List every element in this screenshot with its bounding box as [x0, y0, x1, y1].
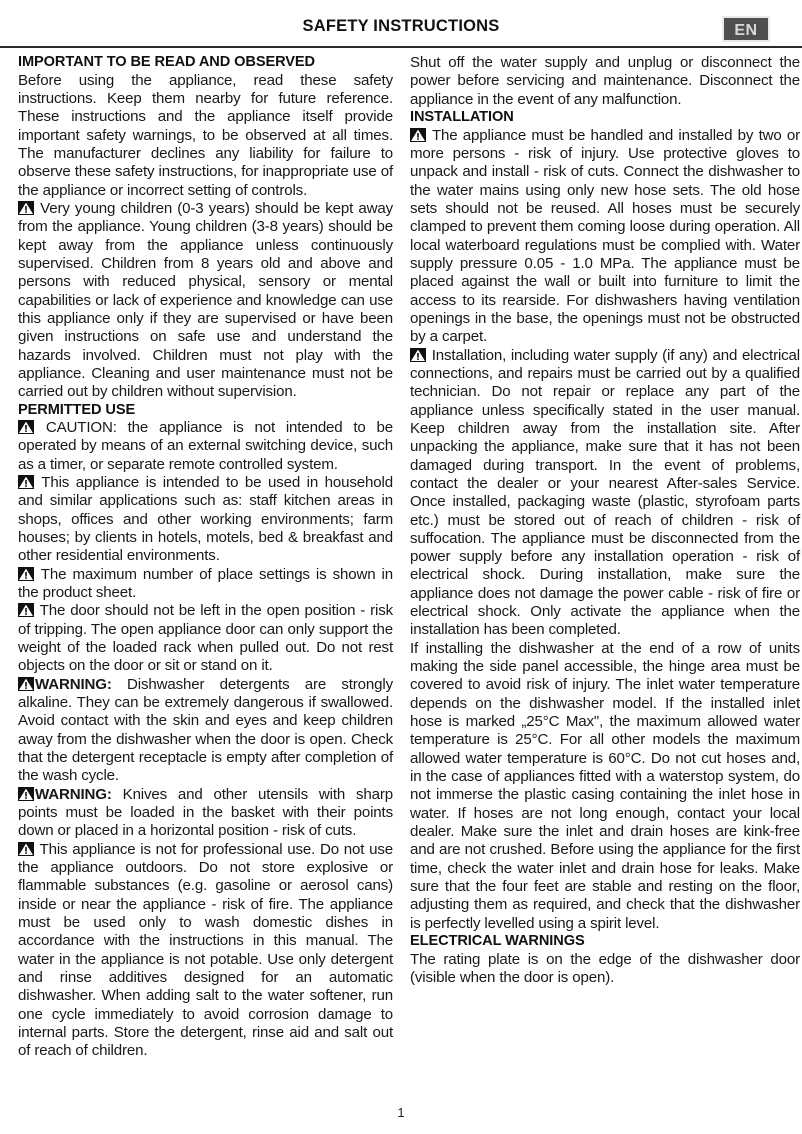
paragraph-text: Very young children (0-3 years) should be kept away from the appliance. Young children (3-8 years) should be kept away from the appliance unless continuously supervised. Children from 8 years old and above and persons with reduced physical, sensory or mental capabilities or lack of experience and knowledge can use this appliance only if they are supervised or have been given instructions on safe use and understand the hazards involved. Children must not play with the appliance. Cleaning and user maintenance must not be carried out by children without supervision.	[18, 199, 393, 401]
warning-triangle-icon	[18, 420, 34, 434]
body-paragraph	[18, 841, 393, 1061]
section-heading: ELECTRICAL WARNINGS	[410, 933, 585, 950]
paragraph-text: Installation, including water supply (if any) and electrical connections, and repairs must be carried out by a qualified technician. Do not repair or replace any part of the appliance unless specifically stated in the user manual. Keep children away from the installation site. After unpacking the appliance, make sure that it has not been damaged during transport. In the event of problems, contact the dealer or your nearest After-sales Service. Once installed, packaging waste (plastic, styrofoam parts etc.) must be stored out of reach of children - risk of suffocation. The appliance must be disconnected from the power supply before any installation operation - risk of electrical shock. During installation, make sure the appliance does not damage the power cable - risk of fire or electrical shock. Only activate the appliance when the installation has been completed.	[410, 346, 800, 639]
section-heading: IMPORTANT TO BE READ AND OBSERVED	[18, 54, 315, 70]
warning-triangle-icon	[410, 348, 426, 362]
paragraph-text: If installing the dishwasher at the end of a row of units making the side panel accessible, the hinge area must be covered to avoid risk of injury. The inlet water temperature depends on the dishwasher model. If the installed inlet hose is marked „25°C Max", the maximum allowed water temperature is 25°C. For all other models the maximum allowed water temperature is 60°C. Do not cut hoses and, in the case of appliances fitted with a waterstop system, do not immerse the plastic casing containing the inlet hose in water. If hoses are not long enough, contact your local dealer. Make sure the inlet and drain hoses are kink-free and are not crushed. Before using the appliance for the first time, check the water inlet and drain hose for leaks. Make sure that the four feet are stable and resting on the floor, adjusting them as required, and check that the dishwasher is perfectly levelled using a spirit level.	[410, 639, 800, 932]
page-title: SAFETY INSTRUCTIONS	[302, 17, 500, 35]
body-paragraph	[410, 347, 800, 640]
body-paragraph	[18, 200, 393, 402]
body-paragraph	[18, 602, 393, 675]
paragraph-text: This appliance is not for professional use. Do not use the appliance outdoors. Do not store explosive or flammable substances (e.g. gasoline or aerosol cans) inside or near the appliance - risk of fire. The appliance must be used only to wash domestic dishes in accordance with the instructions in this manual. The water in the appliance is not potable. Use only detergent and rinse additives designed for an automatic dishwasher. When adding salt to the water softener, run one cycle immediately to avoid corrosion damage to internal parts. Store the detergent, rinse aid and salt out of reach of children.	[18, 840, 393, 1060]
paragraph-text: The door should not be left in the open position - risk of tripping. The open appliance door can only support the weight of the loaded rack when pulled out. Do not rest objects on the door or sit or stand on it.	[18, 602, 393, 675]
body-paragraph	[410, 54, 800, 109]
warning-triangle-icon	[18, 842, 34, 856]
paragraph-text: The rating plate is on the edge of the dishwasher door (visible when the door is open).	[410, 950, 800, 986]
section-heading: PERMITTED USE	[18, 401, 136, 418]
warning-label: WARNING:	[35, 675, 112, 693]
paragraph-text: The maximum number of place settings is shown in the product sheet.	[18, 565, 393, 602]
body-paragraph	[410, 640, 800, 933]
body-paragraph	[410, 951, 800, 988]
warning-triangle-icon	[18, 603, 34, 617]
body-paragraph	[18, 676, 393, 786]
paragraph-text: Dishwasher detergents are strongly alkaline. They can be extremely dangerous if swallowed. Avoid contact with the skin and eyes and keep children away from the dishwasher when the door is open. Check that the detergent receptacle is empty after completion of the wash cycle.	[18, 675, 393, 785]
paragraph-text: CAUTION: the appliance is not intended to be operated by means of an external switching device, such as a timer, or separate remote controlled system.	[18, 419, 393, 473]
warning-triangle-icon	[18, 787, 34, 801]
body-paragraph	[18, 566, 393, 603]
body-paragraph	[18, 419, 393, 474]
paragraph-text: The appliance must be handled and installed by two or more persons - risk of injury. Use protective gloves to unpack and install - risk of cuts. Connect the dishwasher to the water mains using only new hose sets. The old hose sets should not be reused. All hoses must be securely clamped to prevent them coming loose during operation. All local waterboard regulations must be complied with. Water supply pressure 0.05 - 1.0 MPa. The appliance must be placed against the wall or built into furniture to limit the access to its rearside. For dishwashers having ventilation openings in the base, the openings must not be obstructed by a carpet.	[410, 126, 800, 346]
body-paragraph	[410, 127, 800, 347]
page-number: 1	[397, 1105, 405, 1120]
left-column	[18, 54, 393, 1094]
section-heading: INSTALLATION	[410, 108, 514, 125]
body-paragraph	[18, 72, 393, 200]
paragraph-text: This appliance is intended to be used in household and similar applications such as: staff kitchen areas in shops, offices and other working environments; farm houses; by clients in hotels, motels, bed & breakfast and other residential environments.	[18, 474, 393, 565]
right-column	[410, 54, 800, 1094]
warning-triangle-icon	[410, 128, 426, 142]
warning-label: WARNING:	[35, 785, 112, 803]
paragraph-text: Shut off the water supply and unplug or disconnect the power before servicing and maintenance. Disconnect the appliance in the event of any malfunction.	[410, 54, 800, 108]
paragraph-text: Knives and other utensils with sharp points must be loaded in the basket with their points down or placed in a horizontal position - risk of cuts.	[18, 785, 393, 840]
body-paragraph	[18, 786, 393, 841]
warning-triangle-icon	[18, 201, 34, 215]
page-header	[18, 0, 784, 44]
warning-triangle-icon	[18, 677, 34, 691]
two-column-body	[18, 54, 798, 1094]
warning-triangle-icon	[18, 475, 34, 489]
language-badge: EN	[722, 16, 770, 42]
header-divider	[0, 46, 802, 48]
paragraph-text: Before using the appliance, read these safety instructions. Keep them nearby for future reference. These instructions and the appliance itself provide important safety warnings, to be observed at all times. The manufacturer declines any liability for failure to observe these safety instructions, for inappropriate use of the appliance or incorrect setting of controls.	[18, 71, 393, 199]
warning-triangle-icon	[18, 567, 34, 581]
body-paragraph	[18, 474, 393, 566]
